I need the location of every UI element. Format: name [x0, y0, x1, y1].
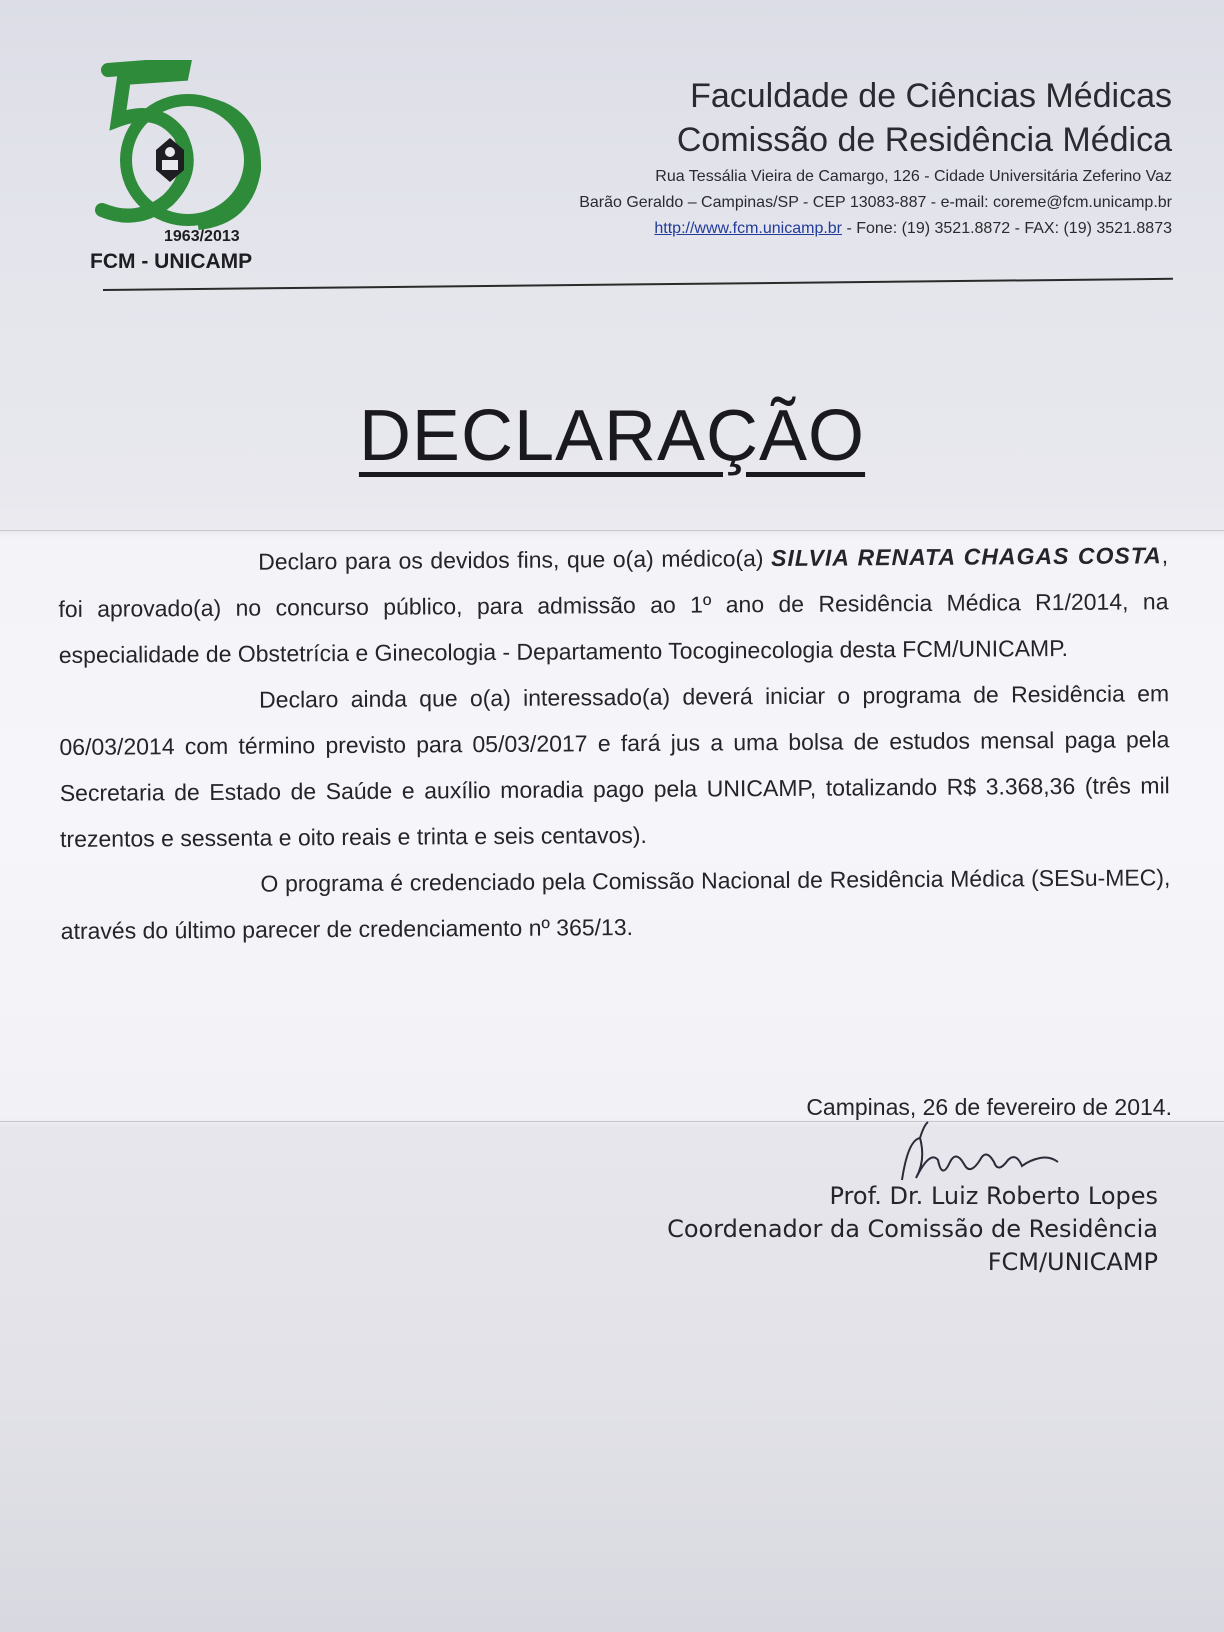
paragraph-1 — [58, 532, 1169, 678]
signer-org: FCM/UNICAMP — [987, 1248, 1158, 1276]
paper-fold-top — [0, 530, 1224, 531]
commission-name: Comissão de Residência Médica — [676, 121, 1172, 159]
p1-lead: Declaro para os devidos fins, que o(a) médico(a) — [258, 545, 772, 575]
logo-years: 1963/2013 — [164, 228, 240, 245]
document-title — [0, 395, 1224, 477]
title-text: DECLARAÇÃO — [358, 396, 866, 476]
p1-rest: , foi aprovado(a) no concurso público, para admissão ao 1º ano de Residência Médica R1/2014, na especialidade de Obstetrícia e Ginecologia - Departamento Tocoginecologia desta FCM/UNICAMP. — [58, 542, 1169, 668]
fcm-unicamp-50-years-logo — [88, 60, 278, 282]
place-and-date: Campinas, 26 de fevereiro de 2014. — [806, 1094, 1172, 1120]
contact-line — [579, 218, 1172, 240]
signer-name: Prof. Dr. Luiz Roberto Lopes — [829, 1182, 1158, 1210]
website-link[interactable]: http://www.fcm.unicamp.br — [654, 220, 843, 237]
signer-block — [667, 1180, 1158, 1279]
faculty-name: Faculdade de Ciências Médicas — [690, 77, 1172, 115]
logo-institution: FCM - UNICAMP — [90, 250, 253, 273]
resident-name: SILVIA RENATA CHAGAS COSTA — [770, 542, 1162, 572]
declaration-body — [58, 532, 1171, 954]
signer-role: Coordenador da Comissão de Residência — [667, 1215, 1158, 1243]
paragraph-3: O programa é credenciado pela Comissão Nacional de Residência Médica (SESu-MEC), através do último parecer de credenciamento nº 365/13. — [60, 864, 1171, 944]
paragraph-2: Declaro ainda que o(a) interessado(a) deverá iniciar o programa de Residência em 06/03/2014 com término previsto para 05/03/2017 e fará jus a uma bolsa de estudos mensal paga pela Secretaria de Estado de Saúde e auxílio moradia pago pela UNICAMP, totalizando R$ 3.368,36 (três mil trezentos e sessenta e oito reais e trinta e seis centavos). — [59, 680, 1170, 852]
letterhead — [579, 74, 1172, 240]
phone-fax: - Fone: (19) 3521.8872 - FAX: (19) 3521.8873 — [842, 220, 1172, 237]
address-line-1: Rua Tessália Vieira de Camargo, 126 - Cidade Universitária Zeferino Vaz — [655, 168, 1172, 185]
address-line-2: Barão Geraldo – Campinas/SP - CEP 13083-887 - e-mail: coreme@fcm.unicamp.br — [579, 194, 1172, 211]
